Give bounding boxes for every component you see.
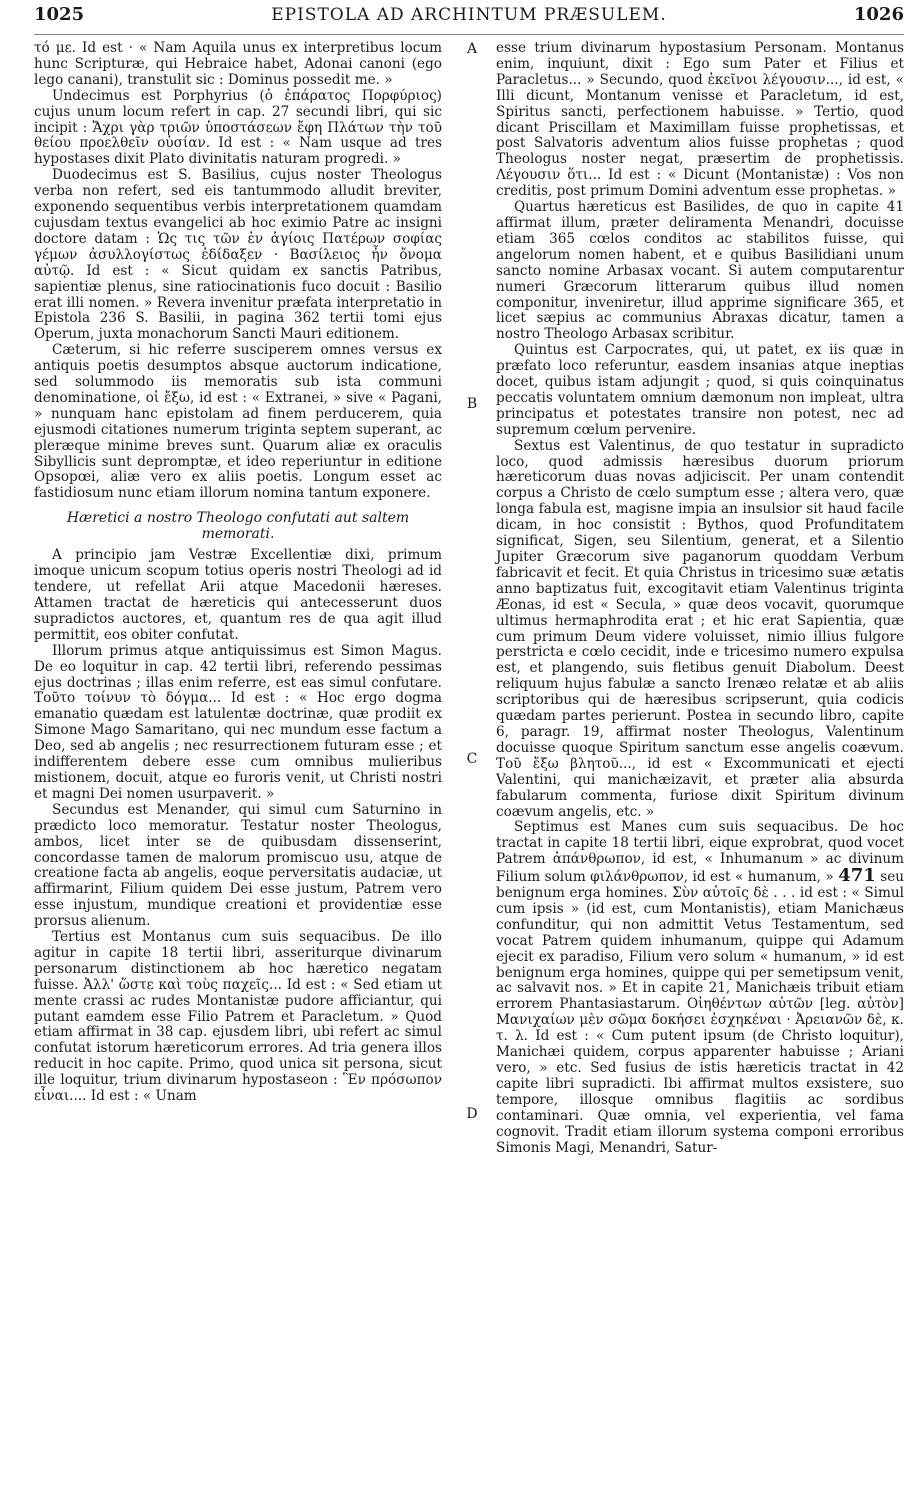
running-header <box>34 4 904 35</box>
folio-number: 471 <box>838 865 876 887</box>
margin-letter-a: A <box>466 41 478 57</box>
paragraph: Duodecimus est S. Basilius, cujus noster Theologus verba non refert, sed eis tantummodo alludit breviter, exponendo sequentibus verbis interpretationem quamdam cujusdam textus evangelici ab hoc eximio Patre ac insigni doctore datam : Ὡς τις τῶν ἐν ἁγίοις Πατέρων σοφίας γέμων ἀσυλλογίστως ἐδίδαξεν · Βασίλειος ἦν ὄνομα αὐτῷ. Id est : « Sicut quidam ex sanctis Patribus, sapientiæ plenus, sine ratiocinationis fuco docuit : Basilio erat illi nomen. » Revera invenitur præfata interpretatio in Epistola 236 S. Basilii, in pagina 362 tertii tomi ejus Operum, juxta monachorum Sancti Mauri editionem. <box>34 167 442 343</box>
paragraph-text: Septimus est Manes cum suis sequacibus. De hoc tractat in capite 18 tertii libri, eique exprobrat, quod vocet Patrem ἀπάνθρωπον, id est, « Inhumanum » ac divinum Filium solum φιλάνθρωπον, id est « humanum, » <box>496 819 904 886</box>
paragraph: Cæterum, si hic referre susciperem omnes versus ex antiquis poetis desumptos absque auctorum indicatione, sed solummodo iis memoratis sub ista communi denominatione, οἱ ἔξω, id est : « Extranei, » sive « Pagani, » nunquam hanc epistolam ad finem perducerem, quia ejusmodi citationes numerum triginta septem superant, ac pleræque minime breves sunt. Quarum aliæ ex oraculis Sibyllicis sunt depromptæ, et ideo reperiuntur in editione Opsopœi, aliæ vero ex aliis poetis. Longum esset ac fastidiosum nunc etiam illorum nomina tantum exponere. <box>34 342 442 502</box>
margin-letter-d: D <box>466 1106 478 1122</box>
paragraph: esse trium divinarum hypostasium Personam. Montanus enim, inquiunt, dixit : Ego sum Pater et Filius et Paracletus... » Secundo, quod ἐκεῖνοι λέγουσιν..., id est, « Illi dicunt, Montanum venisse et Paracletum, id est, Spiritus sancti, perfectionem habuisse. » Tertio, quod dicant Priscillam et Maximillam fuisse prophetissas, et post Salvatoris adventum alios fuisse prophetas ; quod Theologus noster negat, præsertim de prophetissis. Λέγουσιν ὅτι... Id est : « Dicunt (Montanistæ) : Vos non creditis, post primum Domini adventum esse prophetas. » <box>496 40 904 200</box>
paragraph: A principio jam Vestræ Excellentiæ dixi, primum imoque unicum scopum totius operis nostri Theologi ad id tendere, ut refellat Arii atque Macedonii hæreses. Attamen tractat de hæreticis qui antecesserunt duos supradictos auctores, et, quantum res de qua agit illud permittit, eos obiter confutat. <box>34 547 442 643</box>
paragraph: τό με. Id est · « Nam Aquila unus ex interpretibus locum hunc Scripturæ, qui Hebraice habet, Adonai canoni (ego lego canani), transtulit sic : Dominus possedit me. » <box>34 40 442 88</box>
paragraph: Undecimus est Porphyrius (ὁ ἐπάρατος Πορφύριος) cujus unum locum refert in cap. 27 secundi libri, qui sic incipit : Ἄχρι γὰρ τριῶν ὑποστάσεων ἔφη Πλάτων τὴν τοῦ θείου προελθεῖν οὐσίαν. Id est : « Nam usque ad tres hypostases dixit Plato divinitatis naturam progredi. » <box>34 87 442 168</box>
right-column <box>496 41 904 1156</box>
text-columns <box>34 41 904 1156</box>
paragraph-text: seu benignum erga homines. Σὺν αὐτοῖς δὲ . . . id est : « Simul cum ipsis » (id est, cum Montanistis), etiam Manichæus confunditur, qui non admittit Vetus Testamentum, sed vocat Patrem quidem inhumanum, quippe qui Adamum ejecit ex paradiso, Filium vero solum « humanum, » id est benignum erga homines, quippe qui per semetipsum venit, ac salvavit nos. » Et in capite 21, Manichæis tribuit etiam errorem Phantasiastarum. Οἰηθέντων αὐτῶν [leg. αὐτὸν] Μανιχαίων μὲν σῶμα δοκήσει ἐσχηκέναι · Ἀρειανῶν δὲ, κ. τ. λ. Id est : « Cum putent ipsum (de Christo loquitur), Manichæi quidem, corpus apparenter habuisse ; Ariani vero, » etc. Sed fusius de istis hæreticis tractat in 42 capite libri supradicti. Ibi affirmat multos exsistere, suo tempore, illosque omnibus flagitiis ac sordibus contaminari. Quæ omnia, vel experientia, vel fama cognovit. Tradit etiam illorum systema componi erroribus Simonis Magi, Menandri, Satur- <box>496 869 904 1156</box>
paragraph: Sextus est Valentinus, de quo testatur in supradicto loco, quod admissis hæresibus duorum priorum hæreticorum duas novas adjiciscit. Per unam contendit corpus a Christo de cœlo sumptum esse ; altera vero, quæ longa fabula est, magisne impia an insulsior sit haud facile dicam, in hoc consistit : Bythos, quod Profunditatem significat, Sigen, seu Silentium, generat, et a Silentio Jupiter Græcorum sive paganorum quoddam Verbum fabricavit et fecit. Et quia Christus in tricesimo suæ ætatis anno baptizatus fuit, excogitavit etiam Valentinus triginta Æonas, id est « Secula, » quæ deos vocavit, quorumque ultimus hermaphrodita erat ; et hic erat Sapientia, quæ cum primum Deum videre voluisset, nimio illius fulgore perstricta e cœlo cecidit, inde e tricesimo numero expulsa est, et plangendo, suis fletibus genuit Diabolum. Deest reliquum hujus fabulæ a sancto Irenæo relatæ et ab aliis scriptoribus qui de hæresibus scripserunt, quia codicis quædam partes perierunt. Postea in secundo libro, capite 6, paragr. 19, affirmat noster Theologus, Valentinum docuisse quoque Spiritum sanctum esse angelis coævum. Τοῦ ἔξω βλητοῦ..., id est « Excommunicati et ejecti Valentini, qui manichæizavit, et præter alia absurda fabularum commenta, furiose dixit Spiritum divinum coævum angelis, etc. » <box>496 437 904 820</box>
paragraph: Quartus hæreticus est Basilides, de quo in capite 41 affirmat illum, præter deliramenta Menandri, docuisse etiam 365 cœlos conditos ac stabilitos fuisse, qui angelorum nomen habent, et e quibus Basilidiani unum sancto nomine Arbasax vocant. Si autem computarentur numeri Græcorum litterarum quibus illud nomen componitur, inveniretur, illud apprime significare 365, et licet sæpius ac communius Abraxas dicatur, tamen a nostro Theologo Arbasax scribitur. <box>496 199 904 343</box>
paragraph: Illorum primus atque antiquissimus est Simon Magus. De eo loquitur in cap. 42 tertii libri, referendo pessimas ejus doctrinas ; illas enim referre, est eas simul confutare. Τοῦτο τοίνυν τὸ δόγμα... Id est : « Hoc ergo dogma emanatio quædam est latulentæ doctrinæ, quæ prodiit ex Simone Mago Samaritano, qui nec mundum esse factum a Deo, sed ab angelis ; nec resurrectionem futuram esse ; et indifferentem debere esse cum omnibus mulieribus mistionem, docuit, atque eo furoris venit, ut Christi nostri et magni Dei nomen usurpaverit. » <box>34 642 442 802</box>
paragraph: Secundus est Menander, qui simul cum Saturnino in prædicto loco memoratur. Testatur noster Theologus, ambos, licet inter se de quibusdam dissenserint, concordasse tamen de malorum promiscuo usu, atque de creatione facta ab angelis, eoque perversitatis audaciæ, ut affirmarint, Filium quidem Dei esse justum, Patrem vero esse injustum, mundique creationi et providentiæ esse prorsus alienum. <box>34 801 442 930</box>
page-number-right: 1026 <box>853 4 904 25</box>
paragraph <box>496 820 904 1156</box>
paragraph: Tertius est Montanus cum suis sequacibus. De illo agitur in capite 18 tertii libri, asseriturque divinarum personarum distinctionem ab hoc hæretico negatam fuisse. Ἀλλ' ὥστε καὶ τοὺς παχεῖς... Id est : « Sed etiam ut mente crassi ac rudes Montanistæ pudore afficiantur, qui putant eamdem esse Filio Patrem et Paracletum. » Quod etiam affirmat in 38 cap. ejusdem libri, ubi refert ac simul confutat istorum hæreticorum errores. Ad tria genera illos reducit in hoc capite. Primo, quod unica sit persona, sicut ille loquitur, trium divinarum hypostaseon : Ἓν πρόσωπον εἶναι.... Id est : « Unam <box>34 929 442 1105</box>
page-number-left: 1025 <box>34 4 85 25</box>
margin-letter-b: B <box>466 396 478 412</box>
section-heading: Hæretici a nostro Theologo confutati aut saltem memorati. <box>66 510 410 543</box>
running-title: EPISTOLA AD ARCHINTUM PRÆSULEM. <box>271 5 667 25</box>
paragraph: Quintus est Carpocrates, qui, ut patet, ex iis quæ in præfato loco referuntur, easdem insanias atque ineptias docet, quibus istam adjungit ; quod, si quis coinquinatus peccatis voluntatem omnium dæmonum non impleat, ultra principatus et potestates transire non potest, nec ad supremum cœlum pervenire. <box>496 342 904 438</box>
left-column <box>34 41 442 1156</box>
margin-letter-c: C <box>466 751 478 767</box>
